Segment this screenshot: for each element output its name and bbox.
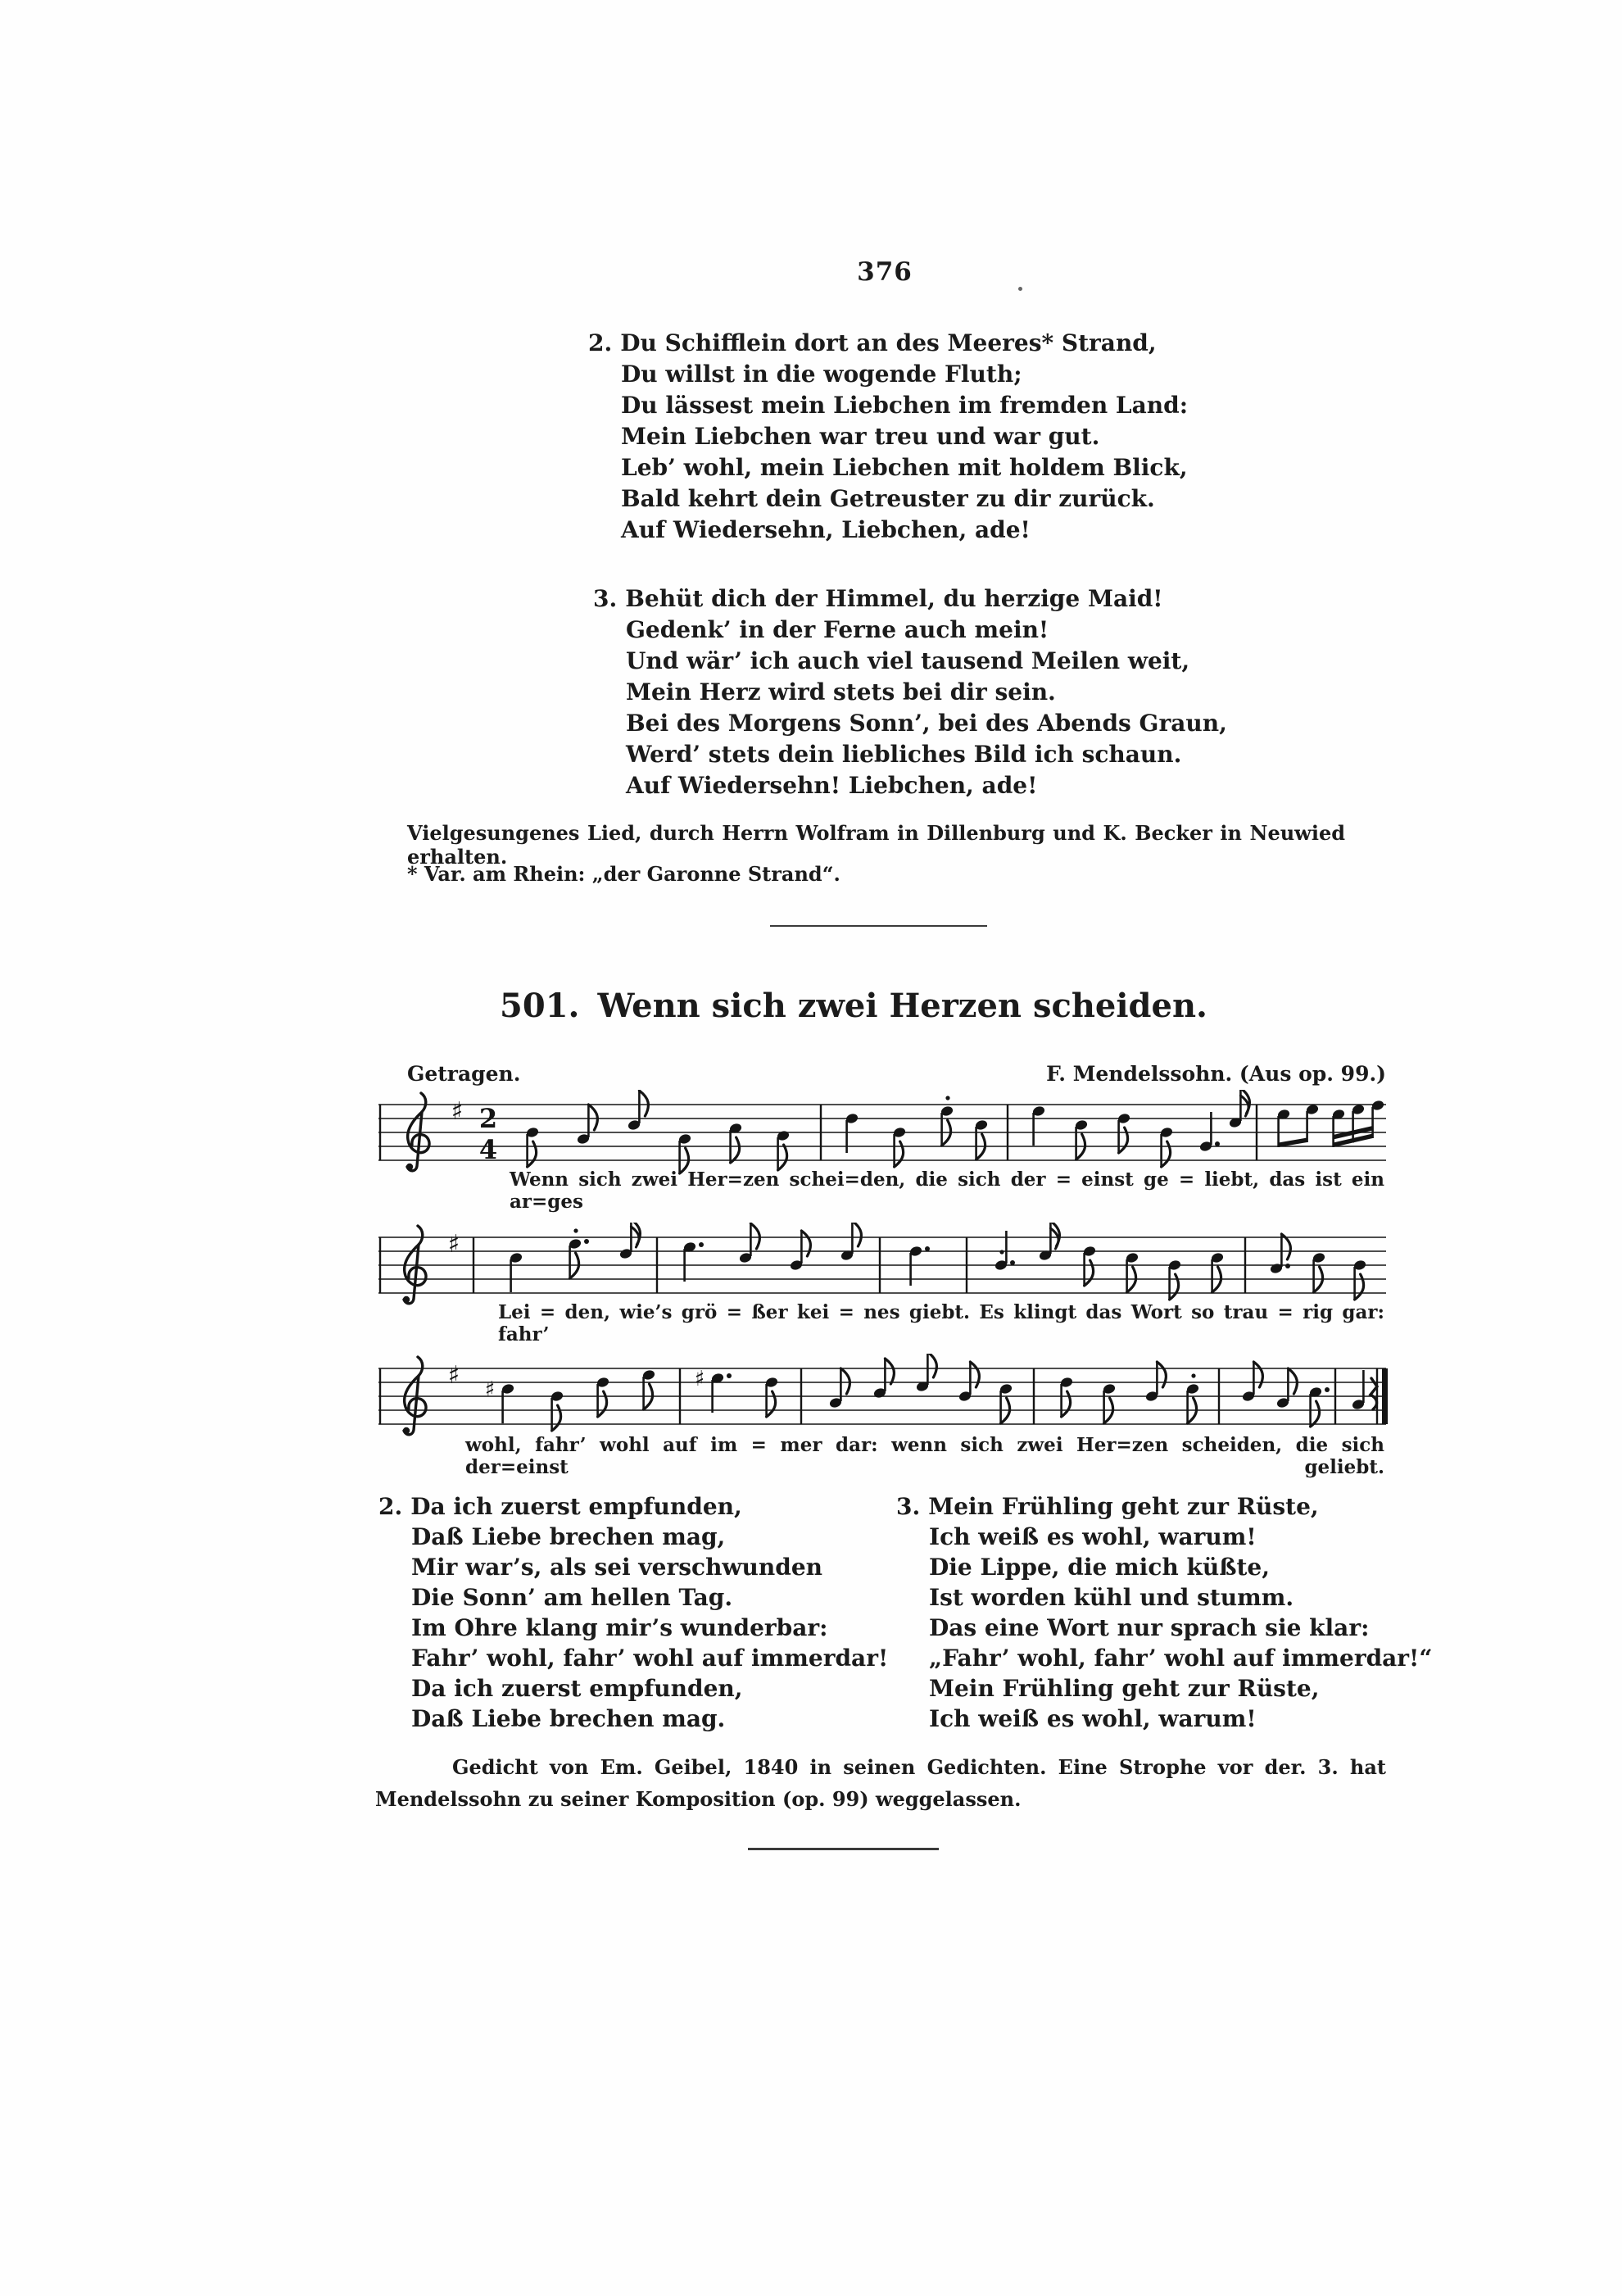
verse-line: Ist worden kühl und stumm. bbox=[929, 1584, 1294, 1611]
section-divider bbox=[770, 925, 987, 927]
prev-song-verse-3 bbox=[593, 583, 1227, 801]
staff-lyrics-2: Lei = den, wie’s grö = ßer kei = nes giebt. Es klingt das Wort so trau = rig gar: fahr’ bbox=[498, 1301, 1384, 1345]
composer-credit: F. Mendelssohn. (Aus op. 99.) bbox=[1046, 1062, 1386, 1086]
verse-line: Und wär’ ich auch viel tausend Meilen weit, bbox=[626, 647, 1190, 674]
verse-line: Behüt dich der Himmel, du herzige Maid! bbox=[625, 585, 1163, 612]
footer-note-line-2: Mendelssohn zu seiner Komposition (op. 99) weggelassen. bbox=[375, 1787, 1022, 1811]
svg-text:♯: ♯ bbox=[447, 1361, 460, 1390]
verse-line: Fahr’ wohl, fahr’ wohl auf immerdar! bbox=[411, 1645, 889, 1672]
verse-line: Werd’ stets dein liebliches Bild ich schaun. bbox=[626, 741, 1182, 768]
verse-line: Im Ohre klang mir’s wunderbar: bbox=[411, 1614, 828, 1641]
page-number: 376 bbox=[857, 257, 913, 287]
verse-line: Leb’ wohl, mein Liebchen mit holdem Blick, bbox=[621, 454, 1188, 481]
footnote: * Var. am Rhein: „der Garonne Strand“. bbox=[407, 862, 840, 886]
verse-line: Daß Liebe brechen mag. bbox=[411, 1705, 726, 1732]
footer-note-line-1: Gedicht von Em. Geibel, 1840 in seinen Gedichten. Eine Strophe vor der. 3. hat bbox=[452, 1755, 1386, 1779]
staff-lyrics-3: wohl, fahr’ wohl auf im = mer dar: wenn sich zwei Her=zen scheiden, die sich der=einst geliebt. bbox=[465, 1434, 1384, 1478]
verse-line: Auf Wiedersehn, Liebchen, ade! bbox=[621, 516, 1031, 543]
verse-line: Bei des Morgens Sonn’, bei des Abends Graun, bbox=[626, 710, 1227, 737]
verse-line: Mein Herz wird stets bei dir sein. bbox=[626, 678, 1056, 706]
verse-line: Da ich zuerst empfunden, bbox=[410, 1493, 742, 1520]
music-staff-system-3 bbox=[378, 1354, 1388, 1439]
svg-text:♯: ♯ bbox=[451, 1097, 464, 1126]
verse-line: Du willst in die wogende Fluth; bbox=[621, 361, 1022, 388]
verse-line: „Fahr’ wohl, fahr’ wohl auf immerdar!“ bbox=[929, 1645, 1433, 1672]
verse-line: Da ich zuerst empfunden, bbox=[411, 1675, 743, 1702]
verse-number: 3. bbox=[593, 585, 618, 612]
song-title: Wenn sich zwei Herzen scheiden. bbox=[597, 987, 1207, 1025]
verse-line: Das eine Wort nur sprach sie klar: bbox=[929, 1614, 1370, 1641]
song-heading bbox=[350, 987, 1357, 1025]
source-note: Vielgesungenes Lied, durch Herrn Wolfram in Dillenburg und K. Becker in Neuwied erhalten. bbox=[407, 821, 1345, 869]
verse-line: Du lässest mein Liebchen im fremden Land: bbox=[621, 392, 1189, 419]
song-verse-3 bbox=[896, 1491, 1432, 1734]
verse-line: Mein Frühling geht zur Rüste, bbox=[928, 1493, 1319, 1520]
verse-line: Gedenk’ in der Ferne auch mein! bbox=[626, 616, 1049, 643]
svg-text:♯: ♯ bbox=[694, 1367, 705, 1391]
song-verse-2 bbox=[378, 1491, 888, 1734]
verse-line: Die Sonn’ am hellen Tag. bbox=[411, 1584, 733, 1611]
staff-lyrics-1: Wenn sich zwei Her=zen schei=den, die sich der = einst ge = liebt, das ist ein ar=ges bbox=[510, 1168, 1384, 1213]
verse-line: Mir war’s, als sei verschwunden bbox=[411, 1554, 822, 1581]
prev-song-verse-2 bbox=[588, 328, 1188, 546]
verse-line: Mein Liebchen war treu und war gut. bbox=[621, 423, 1100, 450]
verse-line: Ich weiß es wohl, warum! bbox=[929, 1523, 1257, 1550]
music-staff-system-2 bbox=[378, 1223, 1388, 1308]
verse-line: Daß Liebe brechen mag, bbox=[411, 1523, 726, 1550]
verse-line: Ich weiß es wohl, warum! bbox=[929, 1705, 1257, 1732]
verse-line: Auf Wiedersehn! Liebchen, ade! bbox=[626, 772, 1038, 799]
verse-line: Mein Frühling geht zur Rüste, bbox=[929, 1675, 1320, 1702]
end-divider bbox=[748, 1848, 939, 1850]
verse-number: 2. bbox=[378, 1493, 403, 1520]
tempo-marking: Getragen. bbox=[407, 1062, 521, 1086]
verse-line: Bald kehrt dein Getreuster zu dir zurück. bbox=[621, 485, 1155, 512]
verse-number: 2. bbox=[588, 329, 613, 356]
svg-text:4: 4 bbox=[478, 1134, 498, 1165]
svg-text:♯: ♯ bbox=[447, 1230, 460, 1259]
print-artifact-dot bbox=[1018, 287, 1022, 291]
song-number: 501. bbox=[500, 987, 580, 1025]
svg-text:♯: ♯ bbox=[484, 1377, 496, 1402]
verse-line: Die Lippe, die mich küßte, bbox=[929, 1554, 1270, 1581]
svg-text:2: 2 bbox=[478, 1103, 498, 1134]
verse-number: 3. bbox=[896, 1493, 921, 1520]
verse-line: Du Schifflein dort an des Meeres* Strand, bbox=[620, 329, 1157, 356]
music-staff-system-1 bbox=[378, 1090, 1388, 1175]
